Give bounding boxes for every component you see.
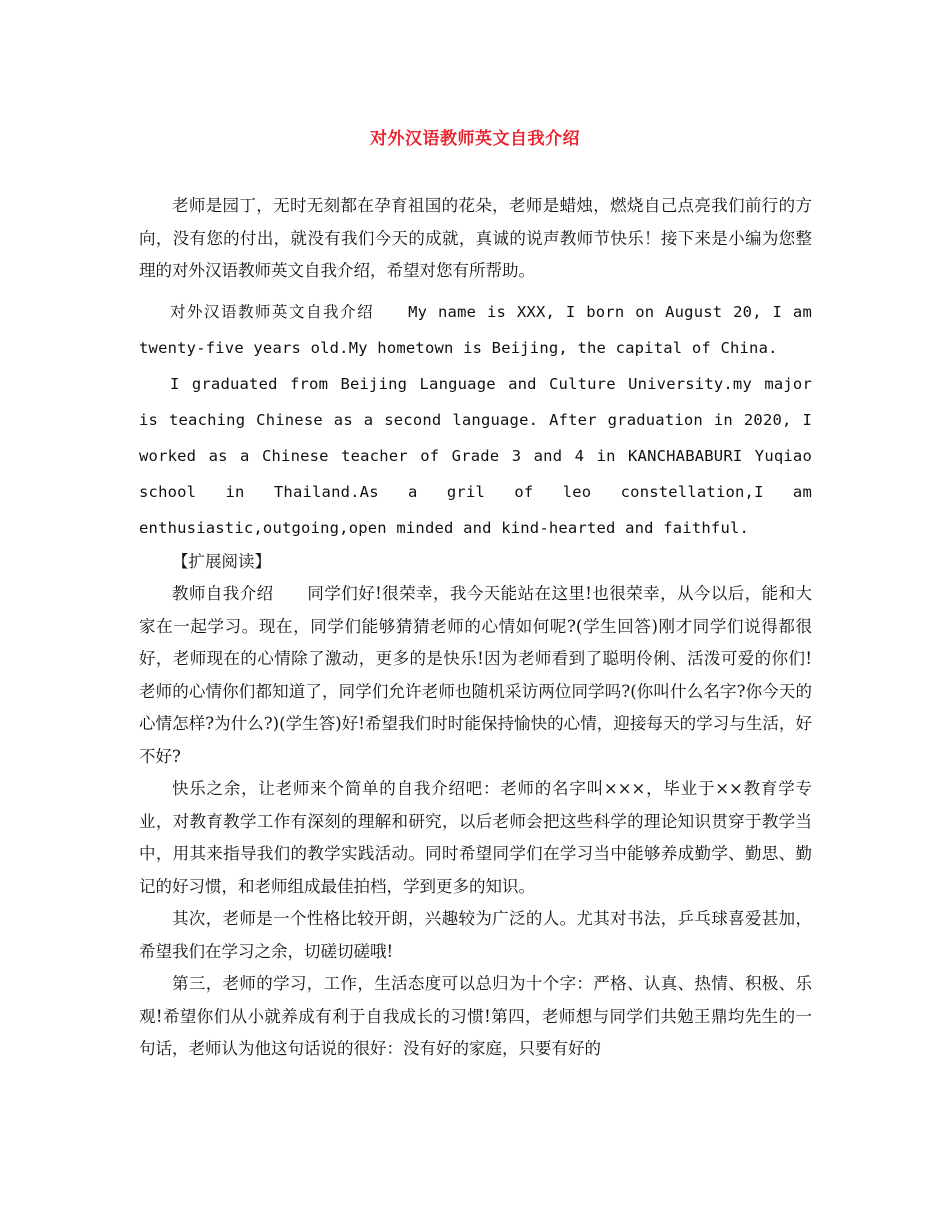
english-intro-paragraph-2: I graduated from Beijing Language and Culture University.my major is teaching Chinese as a second language. After graduation in 2020, I worked as a Chinese teacher of Grade 3 and 4 in KANCHABABURI Yuqiao school in Thailand.As a gril of leo constellation,I am enthusiastic,outgoing,open minded and kind-hearted and faithful.	[139, 374, 812, 537]
intro-paragraph: 老师是园丁，无时无刻都在孕育祖国的花朵，老师是蜡烛，燃烧自己点亮我们前行的方向，没有您的付出，就没有我们今天的成就，真诚的说声教师节快乐！接下来是小编为您整理的对外汉语教师英文自我介绍，希望对您有所帮助。	[139, 196, 812, 280]
extended-paragraph: 其次，老师是一个性格比较开朗，兴趣较为广泛的人。尤其对书法，乒乓球喜爱甚加，希望我们在学习之余，切磋切磋哦!	[139, 909, 812, 961]
extended-reading-heading: 【扩展阅读】	[172, 551, 271, 571]
document-body	[139, 190, 812, 1066]
english-intro-paragraph-1: 对外汉语教师英文自我介绍 My name is XXX, I born on August 20, I am twenty-five years old.My hometown is Beijing, the capital of China.	[139, 302, 812, 357]
extended-paragraph: 快乐之余，让老师来个简单的自我介绍吧：老师的名字叫×××，毕业于××教育学专业，对教育教学工作有深刻的理解和研究，以后老师会把这些科学的理论知识贯穿于教学当中，用其来指导我们的教学实践活动。同时希望同学们在学习当中能够养成勤学、勤思、勤记的好习惯，和老师组成最佳拍档，学到更多的知识。	[139, 779, 812, 896]
document-title: 对外汉语教师英文自我介绍	[370, 129, 580, 149]
extended-paragraph: 教师自我介绍 同学们好!很荣幸，我今天能站在这里!也很荣幸，从今以后，能和大家在一起学习。现在，同学们能够猜猜老师的心情如何呢?(学生回答)刚才同学们说得都很好，老师现在的心情除了激动，更多的是快乐!因为老师看到了聪明伶俐、活泼可爱的你们!老师的心情你们都知道了，同学们允许老师也随机采访两位同学吗?(你叫什么名字?你今天的心情怎样?为什么?)(学生答)好!希望我们时时能保持愉快的心情，迎接每天的学习与生活，好不好?	[139, 584, 812, 766]
extended-paragraph: 第三，老师的学习，工作，生活态度可以总归为十个字：严格、认真、热情、积极、乐观!希望你们从小就养成有利于自我成长的习惯!第四，老师想与同学们共勉王鼎均先生的一句话，老师认为他这句话说的很好：没有好的家庭，只要有好的	[139, 974, 812, 1058]
